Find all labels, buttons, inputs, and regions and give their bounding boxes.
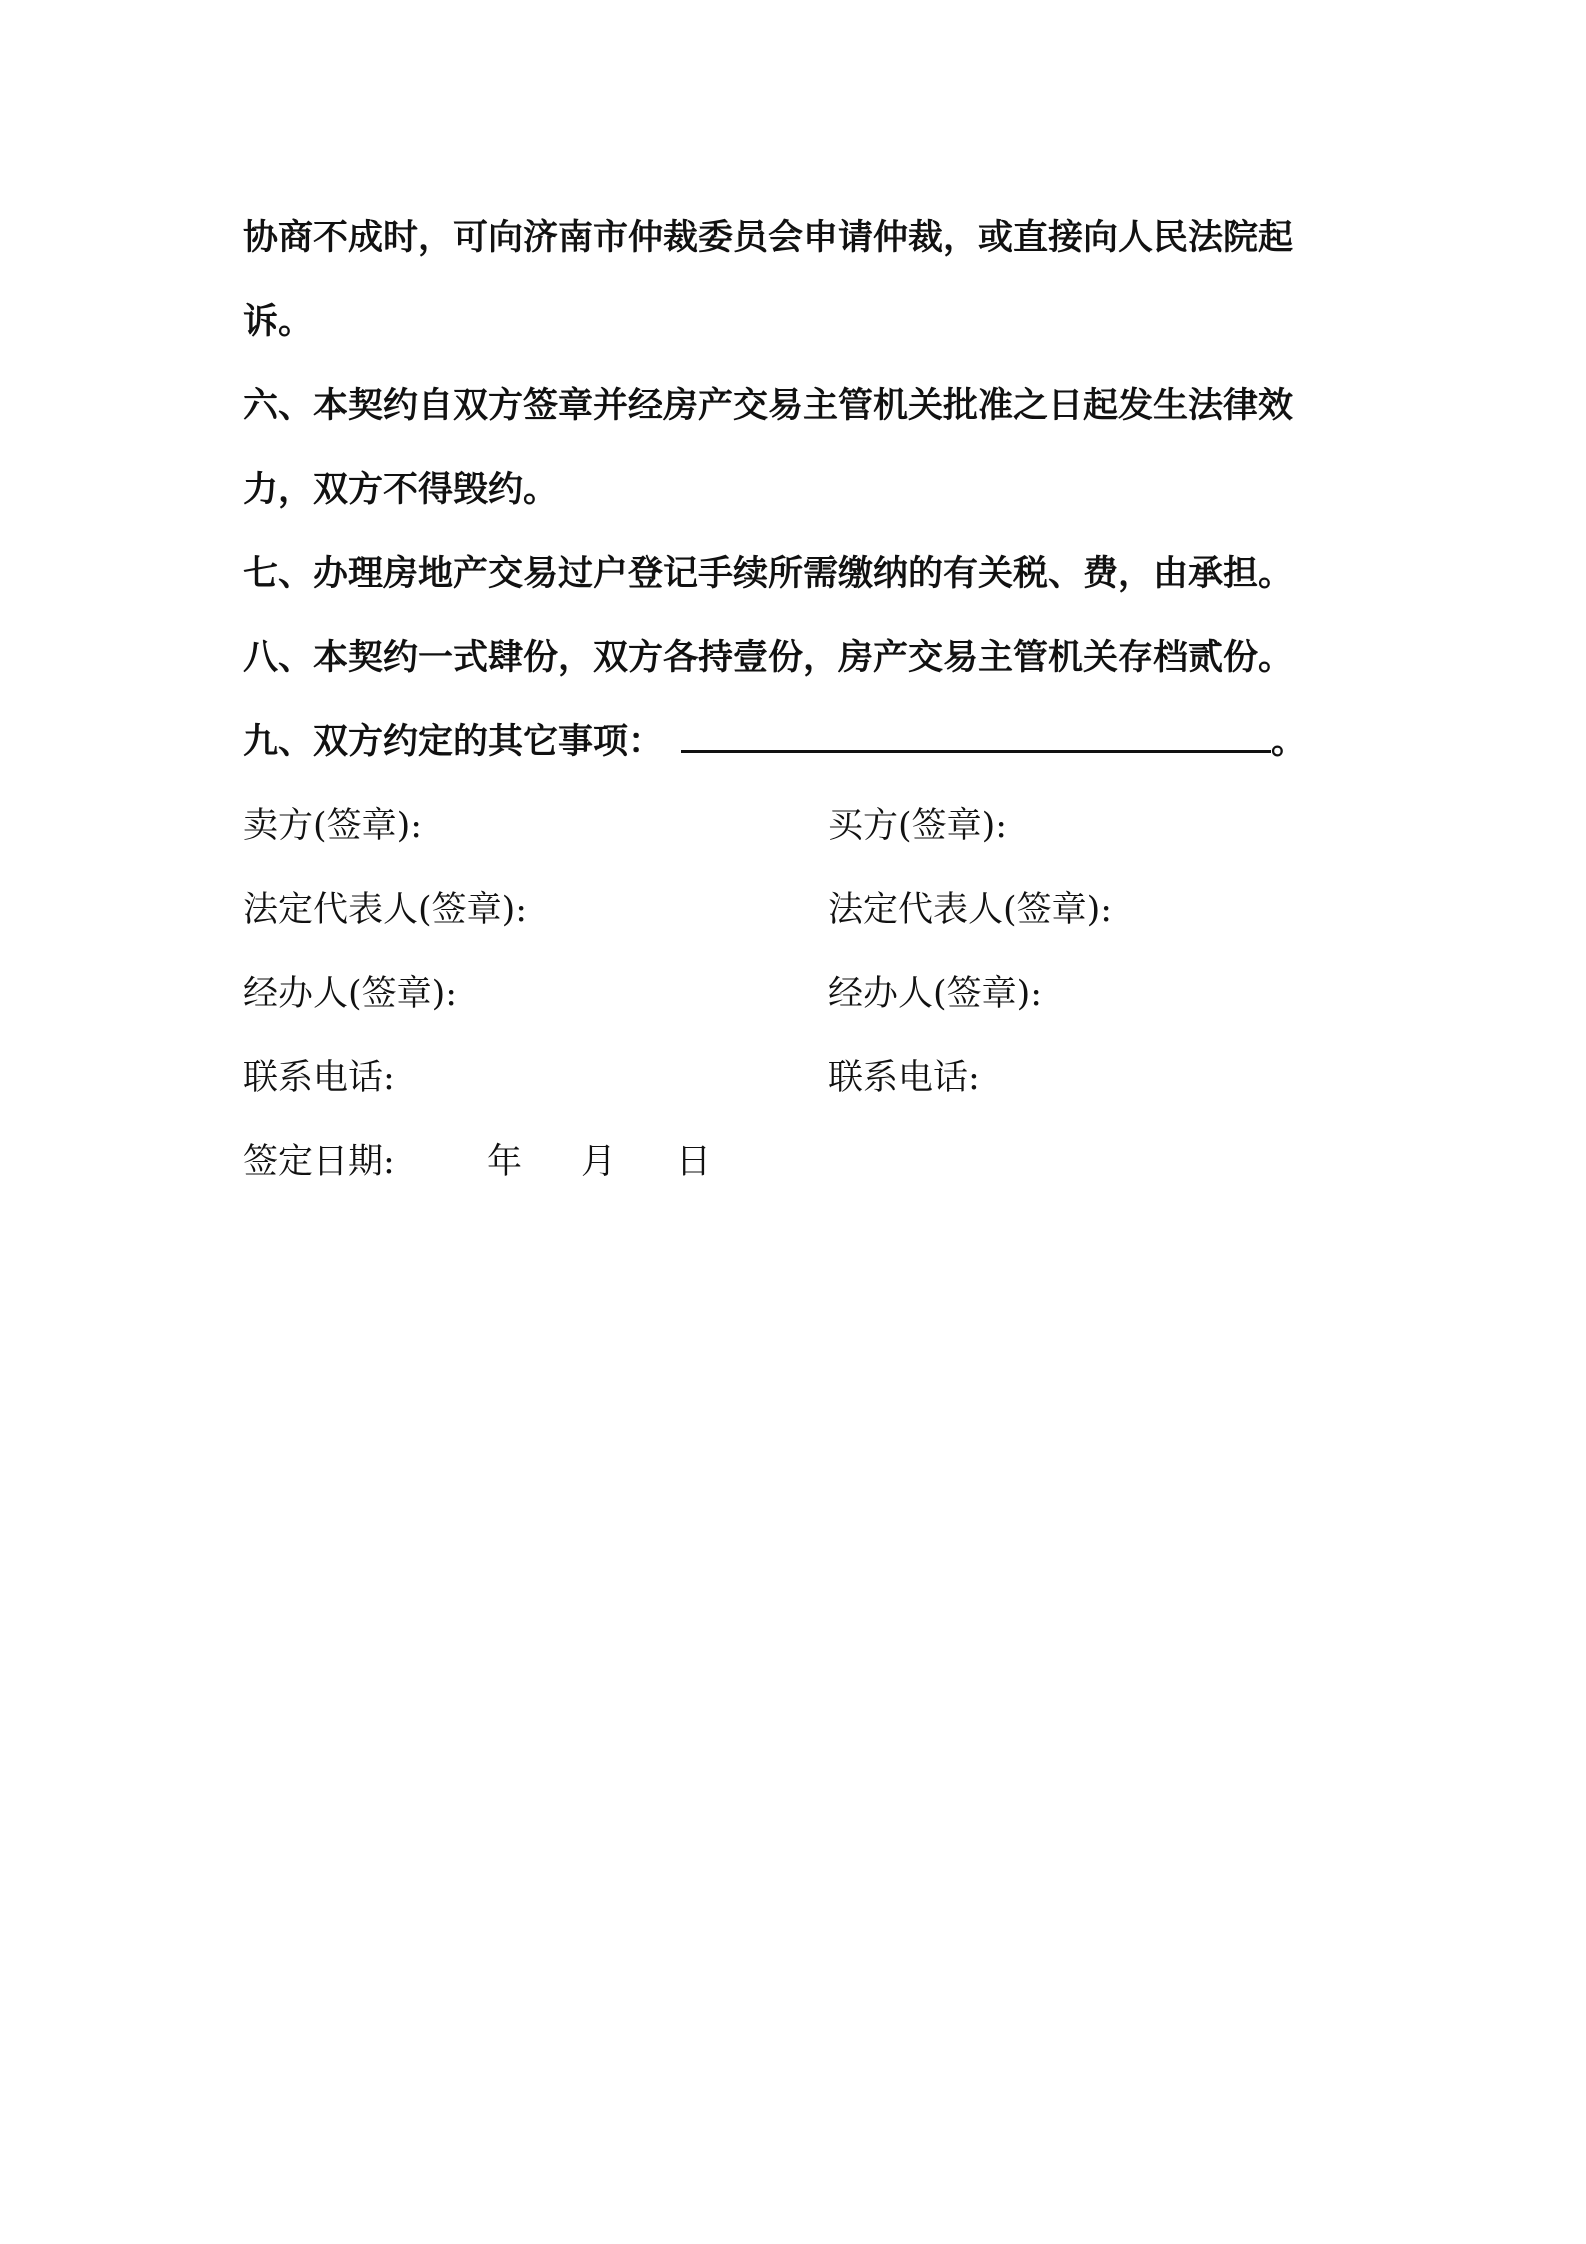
seller-phone-label: 联系电话:: [243, 1058, 395, 1098]
signing-date-label: 签定日期:: [243, 1142, 395, 1182]
paragraph-arbitration-line1: 协商不成时，可向济南市仲裁委员会申请仲裁，或直接向人民法院起: [243, 218, 1294, 258]
buyer-phone-label: 联系电话:: [828, 1058, 980, 1098]
buyer-signature-label: 买方(签章):: [828, 806, 1008, 846]
seller-signature-label: 卖方(签章):: [243, 806, 423, 846]
paragraph-clause-6-line1: 六、本契约自双方签章并经房产交易主管机关批准之日起发生法律效: [243, 386, 1294, 426]
clause-9-end: 。: [1271, 722, 1307, 762]
paragraph-clause-9: [243, 700, 1363, 784]
paragraph-clause-6-line2: 力，双方不得毁约。: [243, 470, 559, 510]
signature-row-party: [243, 784, 1363, 868]
paragraph-clause-8: 八、本契约一式肆份，双方各持壹份，房产交易主管机关存档贰份。: [243, 638, 1294, 678]
seller-agent-label: 经办人(签章):: [243, 974, 458, 1014]
buyer-agent-label: 经办人(签章):: [828, 974, 1043, 1014]
signature-row-representative: [243, 868, 1363, 952]
signature-row-agent: [243, 952, 1363, 1036]
clause-9-label: 九、双方约定的其它事项：: [243, 722, 664, 762]
seller-rep-label: 法定代表人(签章):: [243, 890, 528, 930]
signing-date-year: 年: [487, 1142, 523, 1182]
signing-date-month: 月: [581, 1142, 617, 1182]
buyer-rep-label: 法定代表人(签章):: [828, 890, 1113, 930]
signing-date-row: [243, 1120, 1363, 1204]
clause-9-blank-line: [681, 720, 1271, 753]
document-body: [243, 196, 1363, 1204]
signing-date-day: 日: [676, 1142, 712, 1182]
signature-row-phone: [243, 1036, 1363, 1120]
paragraph-arbitration-line2: 诉。: [243, 302, 314, 342]
paragraph-clause-7: 七、办理房地产交易过户登记手续所需缴纳的有关税、费，由承担。: [243, 554, 1294, 594]
